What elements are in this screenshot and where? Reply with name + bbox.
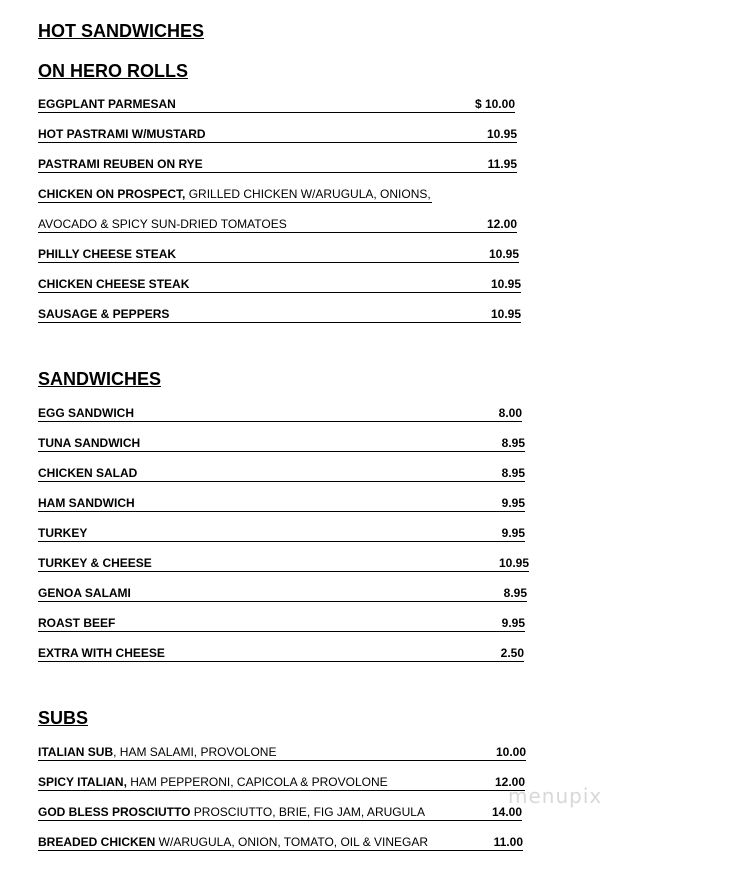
- menu-item-row: [38, 615, 525, 632]
- menu-item-row: [38, 126, 517, 143]
- item-desc: , HAM SALAMI, PROVOLONE: [113, 745, 277, 759]
- item-price: 9.95: [501, 496, 525, 510]
- item-name: CHICKEN CHEESE STEAK: [38, 277, 190, 291]
- menu-item-row: [38, 804, 522, 821]
- item-price: 10.95: [498, 556, 529, 570]
- item-name: TURKEY & CHEESE: [38, 556, 152, 570]
- menu-item-row: [38, 585, 527, 602]
- menu-item-row: [38, 246, 519, 263]
- item-desc: GRILLED CHICKEN W/ARUGULA, ONIONS,: [185, 187, 431, 201]
- item-price: 10.95: [488, 247, 519, 261]
- item-price: 11.00: [493, 835, 523, 849]
- item-price: 8.00: [498, 406, 522, 420]
- menu-item-row: [38, 216, 517, 233]
- section-title-sandwiches: SANDWICHES: [38, 369, 162, 389]
- item-price: $ 10.00: [474, 97, 515, 111]
- item-name: EXTRA WITH CHEESE: [38, 646, 165, 660]
- item-name: TUNA SANDWICH: [38, 436, 141, 450]
- menu-item-row: [38, 744, 526, 761]
- item-price: 10.00: [495, 745, 526, 759]
- item-desc: AVOCADO & SPICY SUN-DRIED TOMATOES: [38, 217, 287, 231]
- item-price: 12.00: [494, 775, 525, 789]
- item-name: EGGPLANT PARMESAN: [38, 97, 176, 111]
- item-name: TURKEY: [38, 526, 88, 540]
- item-price: 2.50: [500, 646, 524, 660]
- item-name: GOD BLESS PROSCIUTTO: [38, 805, 191, 819]
- menu-item-row: [38, 495, 525, 512]
- item-name: ITALIAN SUB: [38, 745, 114, 759]
- item-price: 14.00: [491, 805, 522, 819]
- item-name: PASTRAMI REUBEN ON RYE: [38, 157, 203, 171]
- menu-item-row: [38, 525, 525, 542]
- item-price: 10.95: [490, 277, 521, 291]
- menu-item-row: [38, 555, 529, 572]
- section-subtitle-hero-rolls: ON HERO ROLLS: [38, 61, 189, 81]
- item-name: SPICY ITALIAN,: [38, 775, 127, 789]
- item-name: PHILLY CHEESE STEAK: [38, 247, 177, 261]
- item-price: 9.95: [501, 616, 525, 630]
- item-desc: W/ARUGULA, ONION, TOMATO, OIL & VINEGAR: [155, 835, 429, 849]
- item-price: 8.95: [501, 466, 525, 480]
- item-price: 10.95: [486, 127, 517, 141]
- item-price: 8.95: [501, 436, 525, 450]
- menu-item-row: [38, 465, 525, 482]
- menu-item-row: [38, 306, 521, 323]
- item-name: CHICKEN ON PROSPECT,: [38, 187, 186, 201]
- item-price: 9.95: [501, 526, 525, 540]
- item-desc: HAM PEPPERONI, CAPICOLA & PROVOLONE: [126, 775, 388, 789]
- item-price: 12.00: [486, 217, 517, 231]
- item-desc: PROSCIUTTO, BRIE, FIG JAM, ARUGULA: [190, 805, 425, 819]
- item-name: GENOA SALAMI: [38, 586, 131, 600]
- menu-item-row: [38, 96, 515, 113]
- menupix-watermark: menupix: [508, 784, 603, 808]
- item-price: 11.95: [487, 157, 517, 171]
- item-name: BREADED CHICKEN: [38, 835, 156, 849]
- menu-item-row: [38, 645, 524, 662]
- item-name: HAM SANDWICH: [38, 496, 135, 510]
- menu-item-row: [38, 186, 432, 203]
- item-name: CHICKEN SALAD: [38, 466, 138, 480]
- item-price: 8.95: [503, 586, 527, 600]
- section-title-hot-sandwiches: HOT SANDWICHES: [38, 21, 204, 41]
- item-name: HOT PASTRAMI W/MUSTARD: [38, 127, 206, 141]
- item-name: SAUSAGE & PEPPERS: [38, 307, 170, 321]
- item-name: EGG SANDWICH: [38, 406, 134, 420]
- item-name: ROAST BEEF: [38, 616, 116, 630]
- section-title-subs: SUBS: [38, 708, 89, 728]
- item-price: 10.95: [490, 307, 521, 321]
- menu-item-row: [38, 405, 522, 422]
- menu-item-row: [38, 435, 525, 452]
- menu-item-row: [38, 156, 517, 173]
- menu-item-row: [38, 774, 525, 791]
- menu-item-row: [38, 834, 523, 851]
- menu-item-row: [38, 276, 521, 293]
